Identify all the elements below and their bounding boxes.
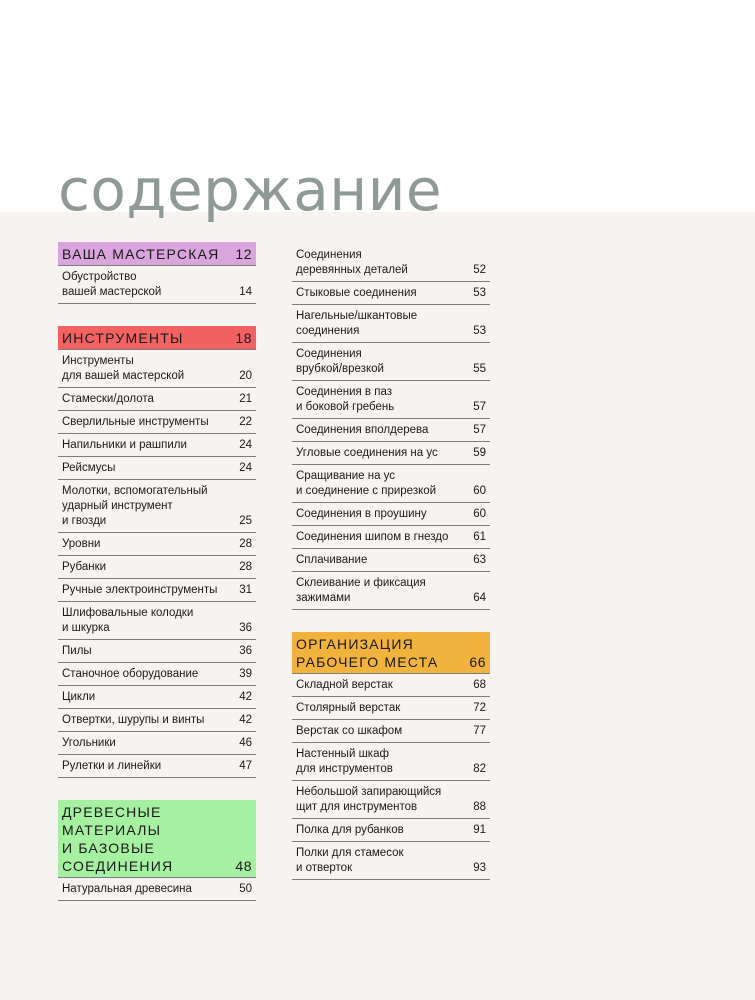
toc-entry-page-number: 59 [473,447,486,459]
toc-entry-page-number: 57 [473,401,486,413]
toc-entry-label: Небольшой запирающийся щит для инструментов [296,786,442,813]
toc-entry-label: Цикли [62,691,96,703]
toc-entry-page-number: 53 [473,325,486,337]
toc-entry-label: Настенный шкаф для инструментов [296,748,393,775]
toc-section [292,632,490,880]
toc-section [58,326,256,778]
toc-entry-label: Сращивание на ус и соединение с прирезкой [296,470,437,497]
toc-entry-page-number: 55 [473,363,486,375]
toc-entry-page-number: 50 [239,883,252,895]
toc-section-continued [292,244,490,610]
toc-entry-page-number: 28 [239,561,252,573]
toc-entry-page-number: 25 [239,515,252,527]
toc-section-title: ОРГАНИЗАЦИЯ РАБОЧЕГО МЕСТА [296,636,439,670]
toc-entry-page-number: 60 [473,508,486,520]
toc-section-title: ИНСТРУМЕНТЫ [62,330,184,346]
toc-entry-page-number: 47 [239,760,252,772]
toc-entry-label: Напильники и рашпили [62,439,187,451]
toc-section-header[interactable] [58,242,256,265]
toc-entry[interactable] [58,480,256,533]
toc-entry-label: Рейсмусы [62,462,116,474]
toc-section-title: ДРЕВЕСНЫЕ МАТЕРИАЛЫ И БАЗОВЫЕ СОЕДИНЕНИЯ [62,804,174,874]
toc-entry-label: Рубанки [62,561,107,573]
toc-entry[interactable] [58,266,256,304]
toc-entry[interactable] [58,388,256,411]
toc-entry[interactable] [292,549,490,572]
toc-entry-page-number: 68 [473,679,486,691]
toc-entry-label: Соединения вполдерева [296,424,429,436]
toc-entry-label: Нагельные/шкантовые соединения [296,310,418,337]
toc-entry-label: Соединения шипом в гнездо [296,531,449,543]
toc-entry[interactable] [58,878,256,901]
toc-entry[interactable] [292,674,490,697]
toc-entry-label: Соединения в паз и боковой гребень [296,386,395,413]
toc-entry[interactable] [292,697,490,720]
toc-entry-page-number: 61 [473,531,486,543]
toc-entry-page-number: 42 [239,691,252,703]
toc-entry-page-number: 20 [239,370,252,382]
toc-entry-list [58,265,256,304]
toc-entry-label: Пилы [62,645,92,657]
toc-entry-page-number: 21 [239,393,252,405]
toc-entry[interactable] [58,686,256,709]
toc-entry[interactable] [292,305,490,343]
toc-entry-page-number: 36 [239,645,252,657]
toc-section-page-number: 48 [235,858,252,874]
toc-entry[interactable] [292,503,490,526]
toc-entry-page-number: 72 [473,702,486,714]
toc-entry-page-number: 39 [239,668,252,680]
toc-entry-page-number: 14 [239,286,252,298]
toc-entry-label: Столярный верстак [296,702,401,714]
toc-entry-page-number: 31 [239,584,252,596]
toc-entry-label: Склеивание и фиксация зажимами [296,577,426,604]
toc-entry-label: Стамески/долота [62,393,154,405]
toc-entry-label: Верстак со шкафом [296,725,403,737]
toc-entry-page-number: 77 [473,725,486,737]
toc-entry[interactable] [292,343,490,381]
toc-section-title: ВАША МАСТЕРСКАЯ [62,246,220,262]
toc-entry[interactable] [292,781,490,819]
toc-entry-page-number: 91 [473,824,486,836]
toc-entry-label: Станочное оборудование [62,668,199,680]
toc-section-page-number: 66 [469,654,486,670]
toc-entry[interactable] [58,640,256,663]
toc-entry-label: Молотки, вспомогательный ударный инструмент и гвозди [62,485,208,527]
toc-entry-page-number: 93 [473,862,486,874]
toc-entry[interactable] [292,442,490,465]
toc-entry-label: Ручные электроинструменты [62,584,218,596]
toc-entry-page-number: 28 [239,538,252,550]
toc-section-header[interactable] [292,632,490,673]
toc-entry-label: Сплачивание [296,554,368,566]
toc-entry[interactable] [292,720,490,743]
toc-entry-label: Обустройство вашей мастерской [62,271,162,298]
toc-entry-page-number: 53 [473,287,486,299]
toc-entry[interactable] [292,819,490,842]
toc-entry-label: Угловые соединения на ус [296,447,438,459]
toc-entry-page-number: 57 [473,424,486,436]
toc-entry-label: Складной верстак [296,679,393,691]
toc-entry-list [58,349,256,778]
page-title: содержание [58,156,443,224]
toc-entry-label: Соединения деревянных деталей [296,249,408,276]
toc-entry[interactable] [58,732,256,755]
toc-entry-label: Инструменты для вашей мастерской [62,355,185,382]
toc-entry-label: Соединения врубкой/врезкой [296,348,384,375]
toc-section-header[interactable] [58,800,256,877]
toc-entry[interactable] [58,556,256,579]
toc-entry-label: Соединения в проушину [296,508,427,520]
toc-entry-label: Полка для рубанков [296,824,404,836]
toc-entry-page-number: 24 [239,439,252,451]
toc-entry[interactable] [292,526,490,549]
toc-entry[interactable] [292,572,490,610]
toc-entry[interactable] [58,533,256,556]
toc-entry[interactable] [58,457,256,480]
toc-entry[interactable] [292,419,490,442]
toc-entry-list [292,244,490,610]
toc-entry-page-number: 42 [239,714,252,726]
toc-entry-label: Стыковые соединения [296,287,417,299]
toc-entry-label: Угольники [62,737,116,749]
toc-entry[interactable] [292,381,490,419]
toc-entry-page-number: 82 [473,763,486,775]
toc-entry-page-number: 24 [239,462,252,474]
toc-entry-page-number: 22 [239,416,252,428]
toc-entry-label: Полки для стамесок и отверток [296,847,404,874]
toc-entry[interactable] [58,755,256,778]
toc-entry[interactable] [58,434,256,457]
toc-section-page-number: 18 [235,330,252,346]
toc-entry-list [292,673,490,880]
toc-entry[interactable] [58,663,256,686]
toc-entry[interactable] [58,602,256,640]
toc-entry-label: Отвертки, шурупы и винты [62,714,205,726]
toc-entry-label: Шлифовальные колодки и шкурка [62,607,194,634]
toc-entry-page-number: 63 [473,554,486,566]
toc-entry-label: Натуральная древесина [62,883,192,895]
toc-section-header[interactable] [58,326,256,349]
toc-entry-page-number: 52 [473,264,486,276]
toc-section [58,800,256,901]
toc-entry-page-number: 64 [473,592,486,604]
toc-entry-label: Уровни [62,538,101,550]
toc-entry-page-number: 60 [473,485,486,497]
toc-entry-list [58,877,256,901]
toc-entry-page-number: 88 [473,801,486,813]
toc-entry[interactable] [58,350,256,388]
toc-left-column [58,242,256,901]
toc-section [58,242,256,304]
toc-entry[interactable] [58,709,256,732]
toc-right-column [292,244,490,880]
toc-entry[interactable] [292,282,490,305]
toc-entry-label: Рулетки и линейки [62,760,162,772]
toc-entry[interactable] [58,411,256,434]
toc-entry-page-number: 36 [239,622,252,634]
toc-entry[interactable] [292,244,490,282]
toc-entry-label: Сверлильные инструменты [62,416,209,428]
toc-entry[interactable] [58,579,256,602]
toc-entry-page-number: 46 [239,737,252,749]
toc-entry[interactable] [292,743,490,781]
toc-entry[interactable] [292,842,490,880]
toc-entry[interactable] [292,465,490,503]
toc-section-page-number: 12 [235,246,252,262]
